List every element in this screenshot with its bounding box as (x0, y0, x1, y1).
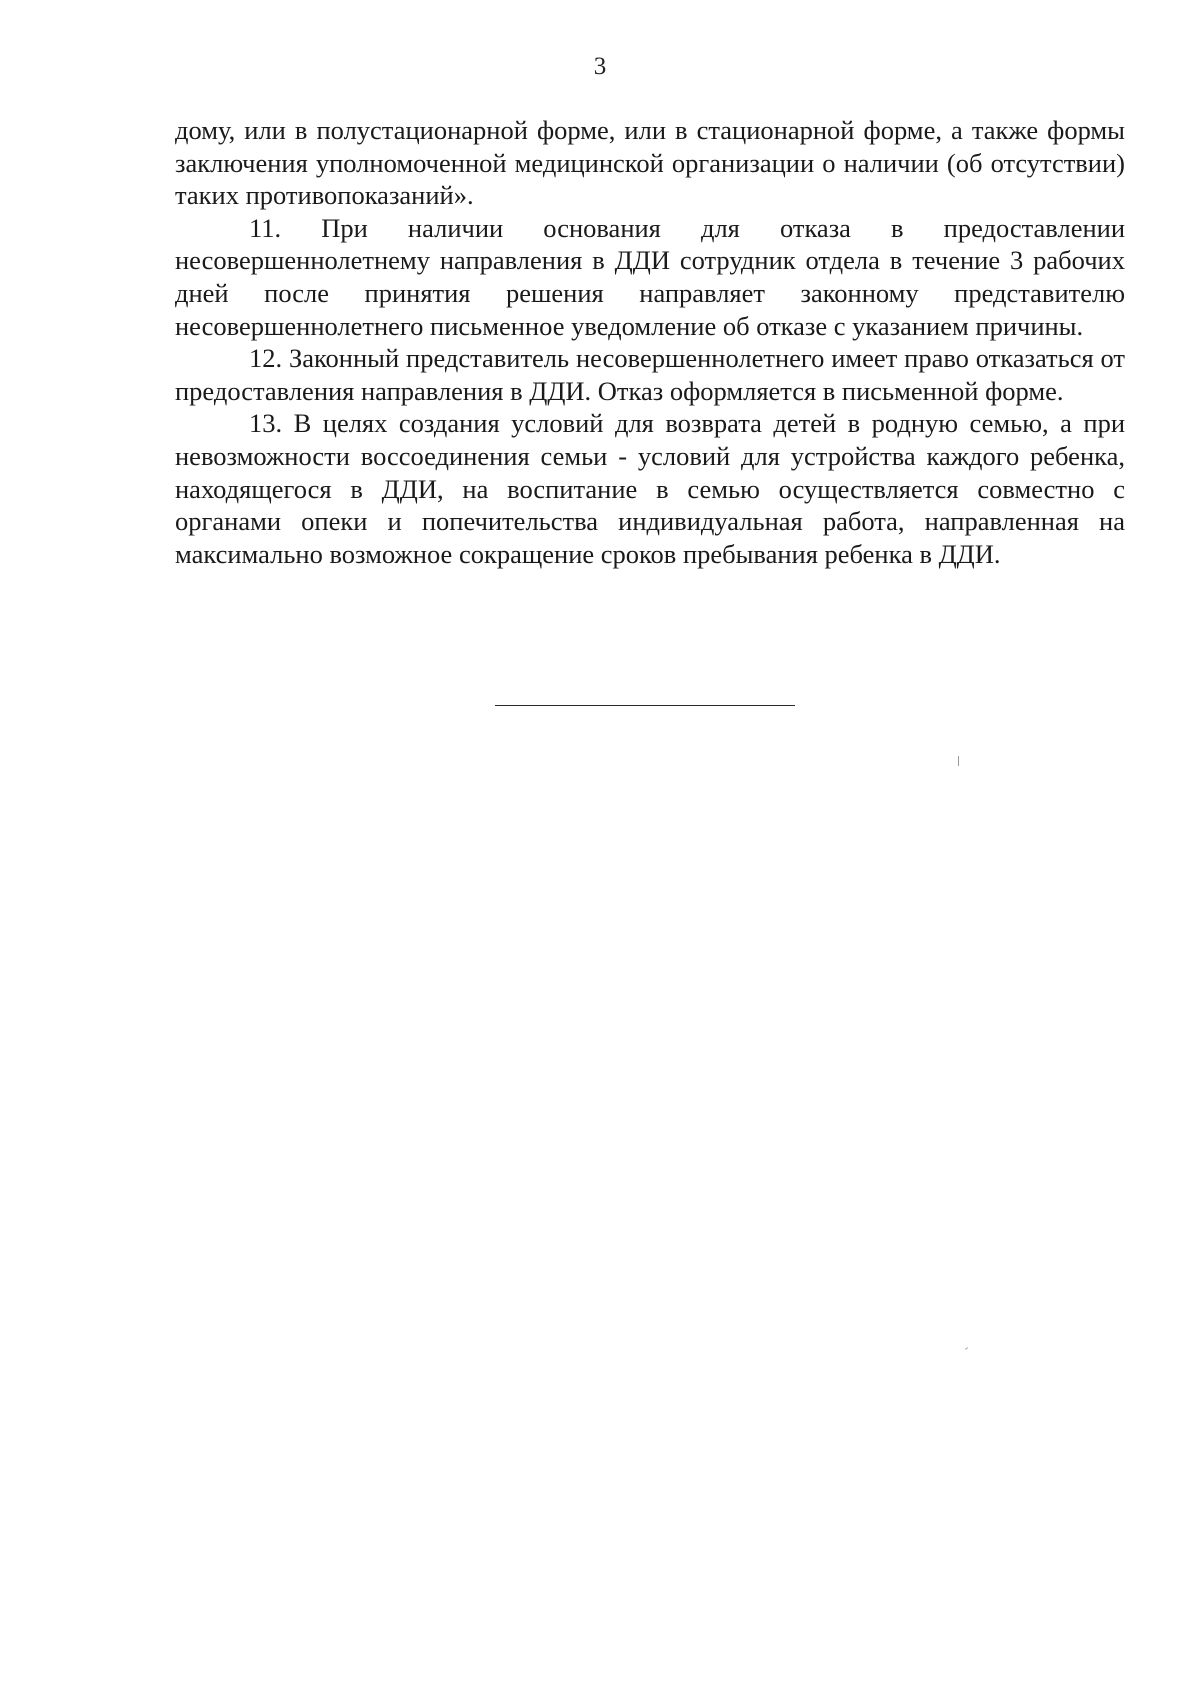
paragraph-12: 12. Законный представитель несовершеннолетнего имеет право отказаться от предоставления направления в ДДИ. Отказ оформляется в письменной форме. (175, 343, 1125, 406)
end-of-text-rule (495, 705, 795, 706)
scan-speck (965, 1347, 968, 1350)
page-number: 3 (593, 53, 607, 80)
scan-speck (958, 756, 959, 766)
paragraph-13: 13. В целях создания условий для возврата детей в родную семью, а при невозможности воссоединения семьи - условий для устройства каждого ребенка, находящегося в ДДИ, на воспитание в семью осуществляется совместно с органами опеки и попечительства индивидуальная работа, направленная на максимально возможное сокращение сроков пребывания ребенка в ДДИ. (175, 408, 1125, 569)
paragraph-11: 11. При наличии основания для отказа в предоставлении несовершеннолетнему направления в ДДИ сотрудник отдела в течение 3 рабочих дней после принятия решения направляет законному представителю несовершеннолетнего письменное уведомление об отказе с указанием причины. (175, 212, 1125, 341)
paragraph-continuation: дому, или в полустационарной форме, или в стационарной форме, а также формы заключения уполномоченной медицинской организации о наличии (об отсутствии) таких противопоказаний». (175, 115, 1125, 211)
document-body (175, 114, 1125, 570)
